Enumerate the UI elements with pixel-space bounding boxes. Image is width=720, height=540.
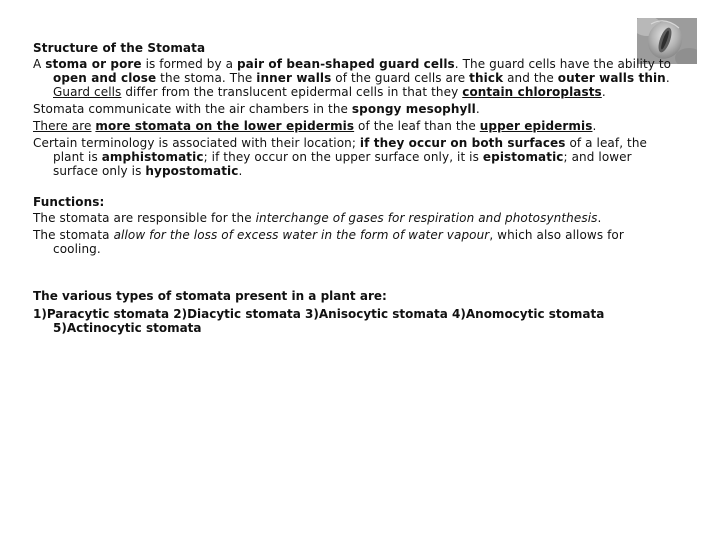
text: A bbox=[33, 57, 46, 71]
text: of the leaf than the bbox=[354, 119, 480, 133]
text: and the bbox=[503, 71, 558, 85]
underlined-bold-term: more stomata on the lower epidermis bbox=[95, 119, 355, 133]
bold-term: thick bbox=[469, 71, 504, 85]
underlined-term: Guard cells bbox=[53, 85, 122, 99]
paragraph-lower-epidermis bbox=[33, 119, 673, 133]
text: ; and lower surface only is bbox=[53, 150, 632, 178]
italic-phrase: interchange of gases for respiration and photosynthesis bbox=[255, 211, 598, 225]
italic-phrase: allow for the loss of excess water in the form of water vapour bbox=[113, 228, 490, 242]
text: , which also allows for cooling. bbox=[53, 228, 624, 256]
bold-term: spongy mesophyll bbox=[351, 102, 476, 116]
paragraph-water-loss bbox=[33, 228, 673, 256]
text: Certain terminology is associated with their location; bbox=[33, 136, 360, 150]
text: The stomata bbox=[33, 228, 114, 242]
bold-term: stoma or pore bbox=[45, 57, 142, 71]
text: . bbox=[475, 102, 480, 116]
page-title: Structure of the Stomata bbox=[33, 41, 206, 55]
text: differ from the translucent epidermal cells in that they bbox=[121, 85, 463, 99]
bold-term: outer walls thin bbox=[557, 71, 666, 85]
paragraph-spongy-mesophyll bbox=[33, 102, 673, 116]
slide-content bbox=[33, 41, 673, 335]
text: is formed by a bbox=[141, 57, 237, 71]
text: . bbox=[665, 71, 670, 85]
bold-term: inner walls bbox=[256, 71, 332, 85]
bold-term: hypostomatic bbox=[145, 164, 239, 178]
underlined-term: There are bbox=[33, 119, 92, 133]
text: . The guard cells have the ability to bbox=[454, 57, 672, 71]
underlined-bold-term: upper epidermis bbox=[479, 119, 593, 133]
text: the stoma. The bbox=[156, 71, 257, 85]
text: of the guard cells are bbox=[331, 71, 470, 85]
types-list: 1)Paracytic stomata 2)Diacytic stomata 3)Anisocytic stomata 4)Anomocytic stomata 5)Actinocytic stomata bbox=[33, 307, 605, 335]
paragraph-terminology bbox=[33, 136, 673, 178]
text: The stomata are responsible for the bbox=[33, 211, 256, 225]
bold-term: epistomatic bbox=[482, 150, 564, 164]
paragraph-gas-exchange bbox=[33, 211, 673, 225]
spacer bbox=[33, 259, 673, 289]
text: ; if they occur on the upper surface only, it is bbox=[203, 150, 483, 164]
text: of a leaf, the plant is bbox=[53, 136, 648, 164]
text: . bbox=[238, 164, 243, 178]
bold-term: open and close bbox=[53, 71, 157, 85]
text: . bbox=[592, 119, 597, 133]
text: Stomata communicate with the air chambers in the bbox=[33, 102, 352, 116]
underlined-bold-term: contain chloroplasts bbox=[462, 85, 602, 99]
paragraph-guard-cells bbox=[33, 57, 673, 99]
bold-term: if they occur on both surfaces bbox=[359, 136, 566, 150]
types-heading: The various types of stomata present in a plant are: bbox=[33, 289, 387, 303]
text: . bbox=[601, 85, 606, 99]
bold-term: amphistomatic bbox=[101, 150, 204, 164]
text: . bbox=[597, 211, 602, 225]
spacer bbox=[33, 181, 673, 195]
functions-heading: Functions: bbox=[33, 195, 105, 209]
bold-term: pair of bean-shaped guard cells bbox=[236, 57, 455, 71]
